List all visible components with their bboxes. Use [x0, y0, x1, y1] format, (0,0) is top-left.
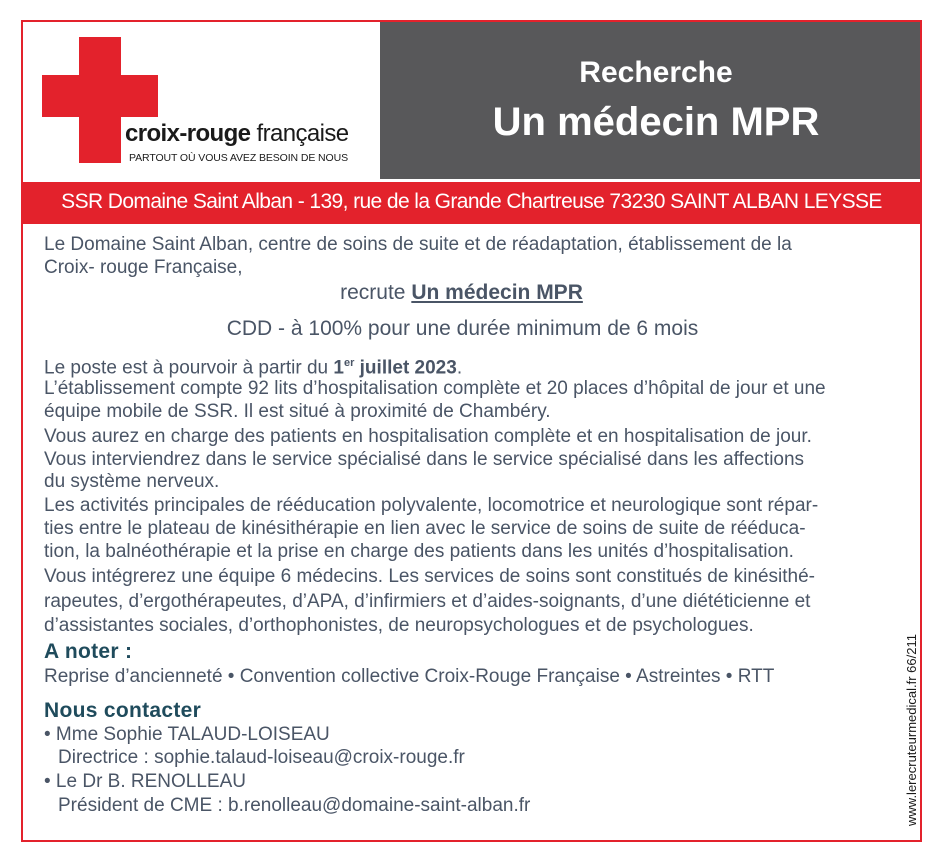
- body-line: d’assistantes sociales, d’orthophonistes, de neuropsychologues et de psychologues.: [44, 615, 754, 636]
- intro-line-2: Croix- rouge Française,: [44, 257, 243, 278]
- start-suffix: .: [456, 357, 463, 379]
- header-line-1: Recherche: [579, 56, 733, 89]
- intro-line-1: Le Domaine Saint Alban, centre de soins de suite et de réadaptation, établissement de la: [44, 234, 792, 255]
- body-line: Les activités principales de rééducation polyvalente, locomotrice et neurologique sont répar-: [44, 495, 819, 516]
- note-title: A noter :: [44, 640, 133, 663]
- start-day: 1: [333, 357, 344, 379]
- note-text: Reprise d’ancienneté • Convention collective Croix-Rouge Française • Astreintes • RTT: [44, 666, 775, 687]
- header-title: Un médecin MPR: [492, 100, 820, 144]
- recrute-prefix: recrute: [340, 281, 406, 304]
- body-line: équipe mobile de SSR. Il est situé à proximité de Chambéry.: [44, 401, 551, 422]
- address-text: SSR Domaine Saint Alban - 139, rue de la Grande Chartreuse 73230 SAINT ALBAN LEYSSE: [61, 190, 882, 213]
- start-line: [44, 352, 462, 379]
- body-line: rapeutes, d’ergothérapeutes, d’APA, d’infirmiers et d’aides-soignants, d’une diététicienne et: [44, 591, 811, 612]
- brand-bold: croix-rouge: [125, 120, 251, 147]
- start-date: juillet 2023: [359, 357, 457, 379]
- contact-title: Nous contacter: [44, 699, 202, 722]
- recrute-line: [23, 281, 920, 305]
- brand-name: [125, 120, 349, 148]
- contact-line: Directrice : sophie.talaud-loiseau@croix-rouge.fr: [58, 747, 465, 768]
- start-prefix: Le poste est à pourvoir à partir du: [44, 357, 329, 379]
- side-credit: www.lerecruteurmedical.fr 66/211: [904, 634, 919, 826]
- body-line: Vous aurez en charge des patients en hospitalisation complète et en hospitalisation de jour.: [44, 426, 812, 447]
- contact-line: • Mme Sophie TALAUD-LOISEAU: [44, 724, 330, 745]
- body-line: du système nerveux.: [44, 471, 220, 492]
- contract-line: CDD - à 100% pour une durée minimum de 6 mois: [226, 317, 699, 340]
- body-line: ties entre le plateau de kinésithérapie en lien avec le service de soins de suite de rééduca-: [44, 518, 806, 539]
- body-line: Vous intégrerez une équipe 6 médecins. Les services de soins sont constitués de kinésithé-: [44, 566, 816, 587]
- contact-line: Président de CME : b.renolleau@domaine-saint-alban.fr: [58, 795, 531, 816]
- red-cross-logo-horizontal: [42, 75, 158, 117]
- brand-tagline: PARTOUT OÙ VOUS AVEZ BESOIN DE NOUS: [129, 152, 348, 164]
- contact-line: • Le Dr B. RENOLLEAU: [44, 771, 246, 792]
- brand-light: française: [256, 120, 349, 147]
- start-day-sup: er: [343, 357, 355, 369]
- body-line: Vous interviendrez dans le service spécialisé dans le service spécialisé dans les affections: [44, 449, 805, 470]
- body-line: tion, la balnéothérapie et la prise en charge des patients dans les unités d’hospitalisation.: [44, 541, 794, 562]
- body-line: L’établissement compte 92 lits d’hospitalisation complète et 20 places d’hôpital de jour et une: [44, 378, 826, 399]
- recrute-position: Un médecin MPR: [411, 281, 583, 304]
